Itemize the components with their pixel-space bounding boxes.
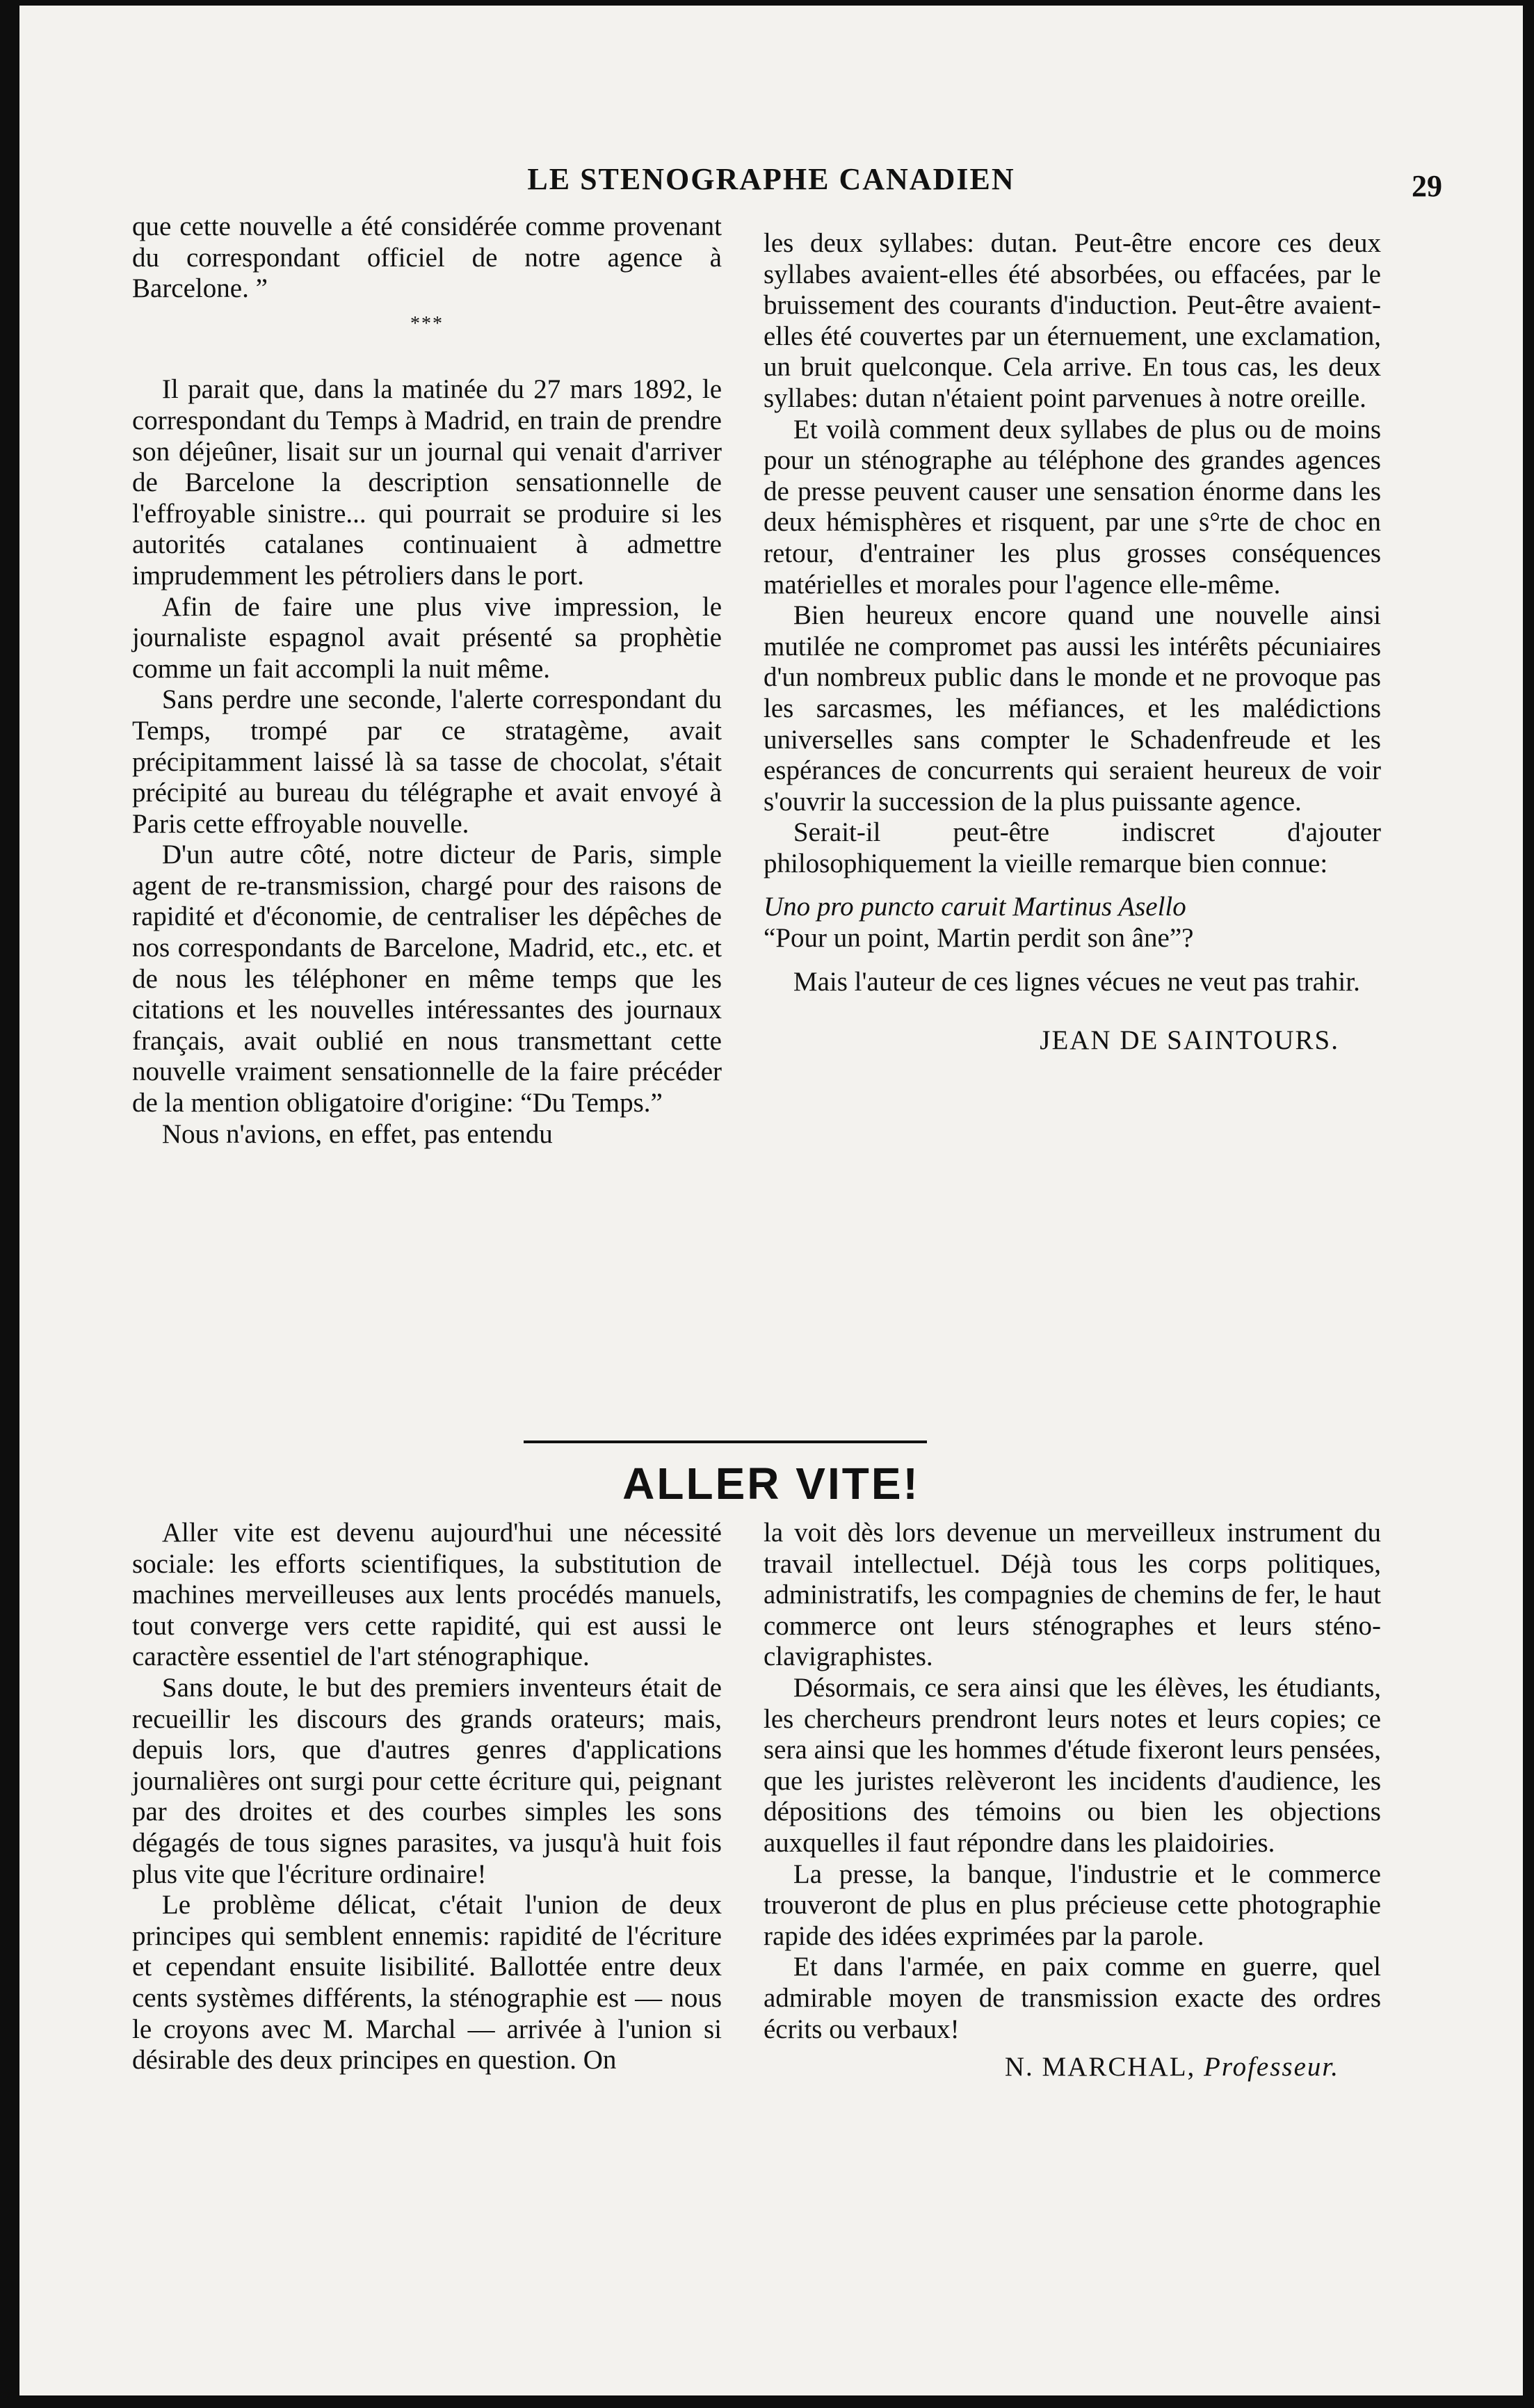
paragraph: Sans perdre une seconde, l'alerte correspondant du Temps, trompé par ce stratagème, avait précipitamment laissé là sa tasse de chocolat, s'était précipité au bureau du télégraphe et avait envoyé à Paris cette effroyable nouvelle. — [132, 684, 722, 839]
author-signature: JEAN DE SAINTOURS. — [1040, 1025, 1339, 1056]
paragraph: Serait-il peut-être indiscret d'ajouter philosophiquement la vieille remarque bien connue: — [764, 817, 1381, 878]
paragraph: Désormais, ce sera ainsi que les élèves, les étudiants, les chercheurs prendront leurs notes et leurs copies; ce sera ainsi que les hommes d'étude fixeront leurs pensées, que les juristes relèveront les incidents d'audience, les dépositions des témoins ou bien les objections auxquelles il faut répondre dans les plaidoiries. — [764, 1672, 1381, 1858]
paragraph: Aller vite est devenu aujourd'hui une nécessité sociale: les efforts scientifiques, la substitution de machines merveilleuses aux lents procédés manuels, tout converge vers cette rapidité, qui est aussi le caractère essentiel de l'art sténographique. — [132, 1518, 722, 1672]
article1-column-right — [764, 228, 1381, 1057]
article-title: ALLER VITE! — [622, 1459, 920, 1509]
running-title: LE STENOGRAPHE CANADIEN — [527, 162, 1015, 196]
paragraph: Et voilà comment deux syllabes de plus ou de moins pour un sténographe au téléphone des grandes agences de presse peuvent causer une sensation énorme dans les deux hémisphères et risquent, par une s°rte de choc en retour, d'entrainer les plus grosses conséquences matérielles et morales pour l'agence elle-même. — [764, 414, 1381, 600]
section-divider — [524, 1440, 927, 1443]
latin-quote — [764, 892, 1381, 923]
article1-column-left — [132, 211, 722, 1150]
paragraph: les deux syllabes: dutan. Peut-être encore ces deux syllabes avaient-elles été absorbées, ou effacées, par le bruissement des courants d'induction. Peut-être avaient-elles été couvertes par un éternuement, une exclamation, un bruit quelconque. Cela arrive. En tous cas, les deux syllabes: dutan n'étaient point parvenues à notre oreille. — [764, 228, 1381, 413]
paragraph: Nous n'avions, en effet, pas entendu — [161, 1118, 553, 1149]
paragraph: Sans doute, le but des premiers inventeurs était de recueillir les discours des grands orateurs; mais, depuis lors, que d'autres genres d'applications journalières ont surgi pour cette écriture qui, peignant par des droites et des courbes simples les sons dégagés de tous signes parasites, va jusqu'à huit fois plus vite que l'écriture ordinaire! — [132, 1672, 722, 1889]
article2-column-right — [764, 1518, 1381, 2083]
paragraph: Afin de faire une plus vive impression, le journaliste espagnol avait présenté sa prophètie comme un fait accompli la nuit même. — [132, 591, 722, 684]
author-signature — [764, 2052, 1381, 2083]
paragraph: Bien heureux encore quand une nouvelle ainsi mutilée ne compromet pas aussi les intérêts pécuniaires d'un nombreux public dans le monde et ne provoque pas les sarcasmes, les méfiances, et les malédictions universelles sans compter le Schadenfreude et les espérances de concurrents qui seraient heureux de voir s'ouvrir la succession de la plus puissante agence. — [764, 600, 1381, 817]
page-number: 29 — [1412, 169, 1442, 203]
paragraph: La presse, la banque, l'industrie et le commerce trouveront de plus en plus précieuse cette photographie rapide des idées exprimées par la parole. — [764, 1859, 1381, 1951]
author-name: N. MARCHAL, — [1004, 2052, 1196, 2082]
paragraph: Mais l'auteur de ces lignes vécues ne veut pas trahir. — [793, 966, 1360, 997]
article2-column-left — [132, 1518, 722, 2076]
section-separator: *** — [410, 312, 444, 335]
page — [19, 6, 1523, 2395]
paragraph: Il parait que, dans la matinée du 27 mars 1892, le correspondant du Temps à Madrid, en train de prendre son déjeûner, lisait sur un journal qui venait d'arriver de Barcelone la description sensationnelle de l'effroyable sinistre... qui pourrait se produire si les autorités catalanes continuaient à admettre imprudemment les pétroliers dans le port. — [132, 374, 722, 591]
paragraph: Et dans l'armée, en paix comme en guerre, quel admirable moyen de transmission exacte des ordres écrits ou verbaux! — [764, 1952, 1381, 2044]
author-title: Professeur. — [1204, 2052, 1339, 2082]
paragraph: D'un autre côté, notre dicteur de Paris, simple agent de re-transmission, chargé pour des raisons de rapidité et d'économie, de centraliser les dépêches de nos correspondants de Barcelone, Madrid, etc., etc. et de nous les téléphoner en même temps que les citations et les nouvelles intéressantes des journaux français, avait oublié en nous transmettant cette nouvelle vraiment sensationnelle de la faire précéder de la mention obligatoire d'origine: “Du Temps.” — [132, 840, 722, 1118]
paragraph: que cette nouvelle a été considérée comme provenant du correspondant officiel de notre agence à Barcelone. ” — [132, 211, 722, 304]
paragraph: Le problème délicat, c'était l'union de deux principes qui semblent ennemis: rapidité de l'écriture et cependant ensuite lisibilité. Ballottée entre deux cents systèmes différents, la sténographie est — nous le croyons avec M. Marchal — arrivée à l'union si désirable des deux principes en question. On — [132, 1890, 722, 2076]
french-quote: “Pour un point, Martin perdit son âne”? — [764, 923, 1194, 954]
paragraph: la voit dès lors devenue un merveilleux instrument du travail intellectuel. Déjà tous les corps politiques, administratifs, les compagnies de chemins de fer, le haut commerce ont leurs sténographes et leurs sténo-clavigraphistes. — [764, 1518, 1381, 1672]
latin-quote-text: Uno pro puncto caruit Martinus Asello — [764, 892, 1186, 922]
